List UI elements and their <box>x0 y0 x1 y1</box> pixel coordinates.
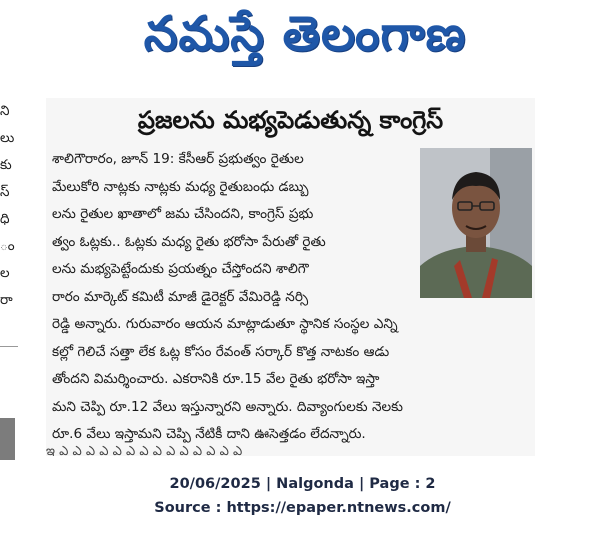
fragment-text: రా <box>0 292 13 308</box>
article-line: త్వం ఓట్లకు.. ఓట్లకు మధ్య రైతు భరోసా పేరుతో రైతు <box>52 233 326 250</box>
article-line: రెడ్డి అన్నారు. గురువారం ఆయన మాట్లాడుతూ స్థానిక సంస్థల ఎన్ని <box>52 316 398 332</box>
edition-info: 20/06/2025 | Nalgonda | Page : 2 <box>169 476 436 492</box>
article-line: కల్లో గెలిచే సత్తా లేక ఓట్ల కోసం రేవంత్ సర్కార్ కొత్త నాటకం ఆడు <box>52 343 390 360</box>
article-line: తోందని విమర్శించారు. ఎకరానికి రూ.15 వేల రైతు భరోసా ఇస్తా <box>52 371 380 387</box>
source-link[interactable]: Source : https://epaper.ntnews.com/ <box>154 500 451 516</box>
article-body <box>52 146 532 449</box>
fragment-text: ధి <box>0 211 10 227</box>
fragment-text: స్ <box>0 184 10 200</box>
fragment-text: కు <box>0 157 12 173</box>
adjacent-column-fragment <box>0 98 20 458</box>
fragment-text: ల <box>0 265 10 281</box>
article-line: మేలుకోరి నాట్లకు నాట్లకు మధ్య రైతుబంధు డబ్బు <box>52 178 309 195</box>
fragment-text: ని <box>0 103 10 119</box>
article-line: మని చెప్పి రూ.12 వేలు ఇస్తున్నారని అన్నారు. దివ్యాంగులకు నెలకు <box>52 398 403 415</box>
article-headline: ప్రజలను మభ్యపెడుతున్న కాంగ్రెస్ <box>137 106 444 134</box>
article-line: లను మభ్యపెట్టేందుకు ప్రయత్నం చేస్తోందని శాలిగౌ <box>52 261 309 277</box>
fragment-text: లు <box>0 130 15 146</box>
newspaper-masthead: నమస్తే తెలంగాణ <box>143 6 467 62</box>
article-line: రూ.6 వేలు ఇస్తామని చెప్పి నేటికీ దాని ఊసెత్తడం లేదన్నారు. <box>52 426 366 442</box>
news-clipping <box>46 98 535 456</box>
adjacent-photo-fragment <box>0 418 15 460</box>
fragment-text: ం <box>0 238 15 254</box>
article-line: శాలిగౌరారం, జూన్ 19: కేసీఆర్ ప్రభుత్వం రైతుల <box>52 151 304 167</box>
next-article-cutoff: ఇ ఎ ఎ ఎ ఎ ఎ ఎ ఎ ఎ ఎ ఎ ఎ ఎ ఎ ఎ <box>46 444 243 456</box>
column-divider <box>0 346 18 347</box>
article-line: లను రైతుల ఖాతాలో జమ చేసిందని, కాంగ్రెస్ ప్రభు <box>52 206 314 222</box>
article-line: రారం మార్కెట్ కమిటీ మాజీ డైరెక్టర్ వేమిరెడ్డి నర్సి <box>52 288 309 305</box>
